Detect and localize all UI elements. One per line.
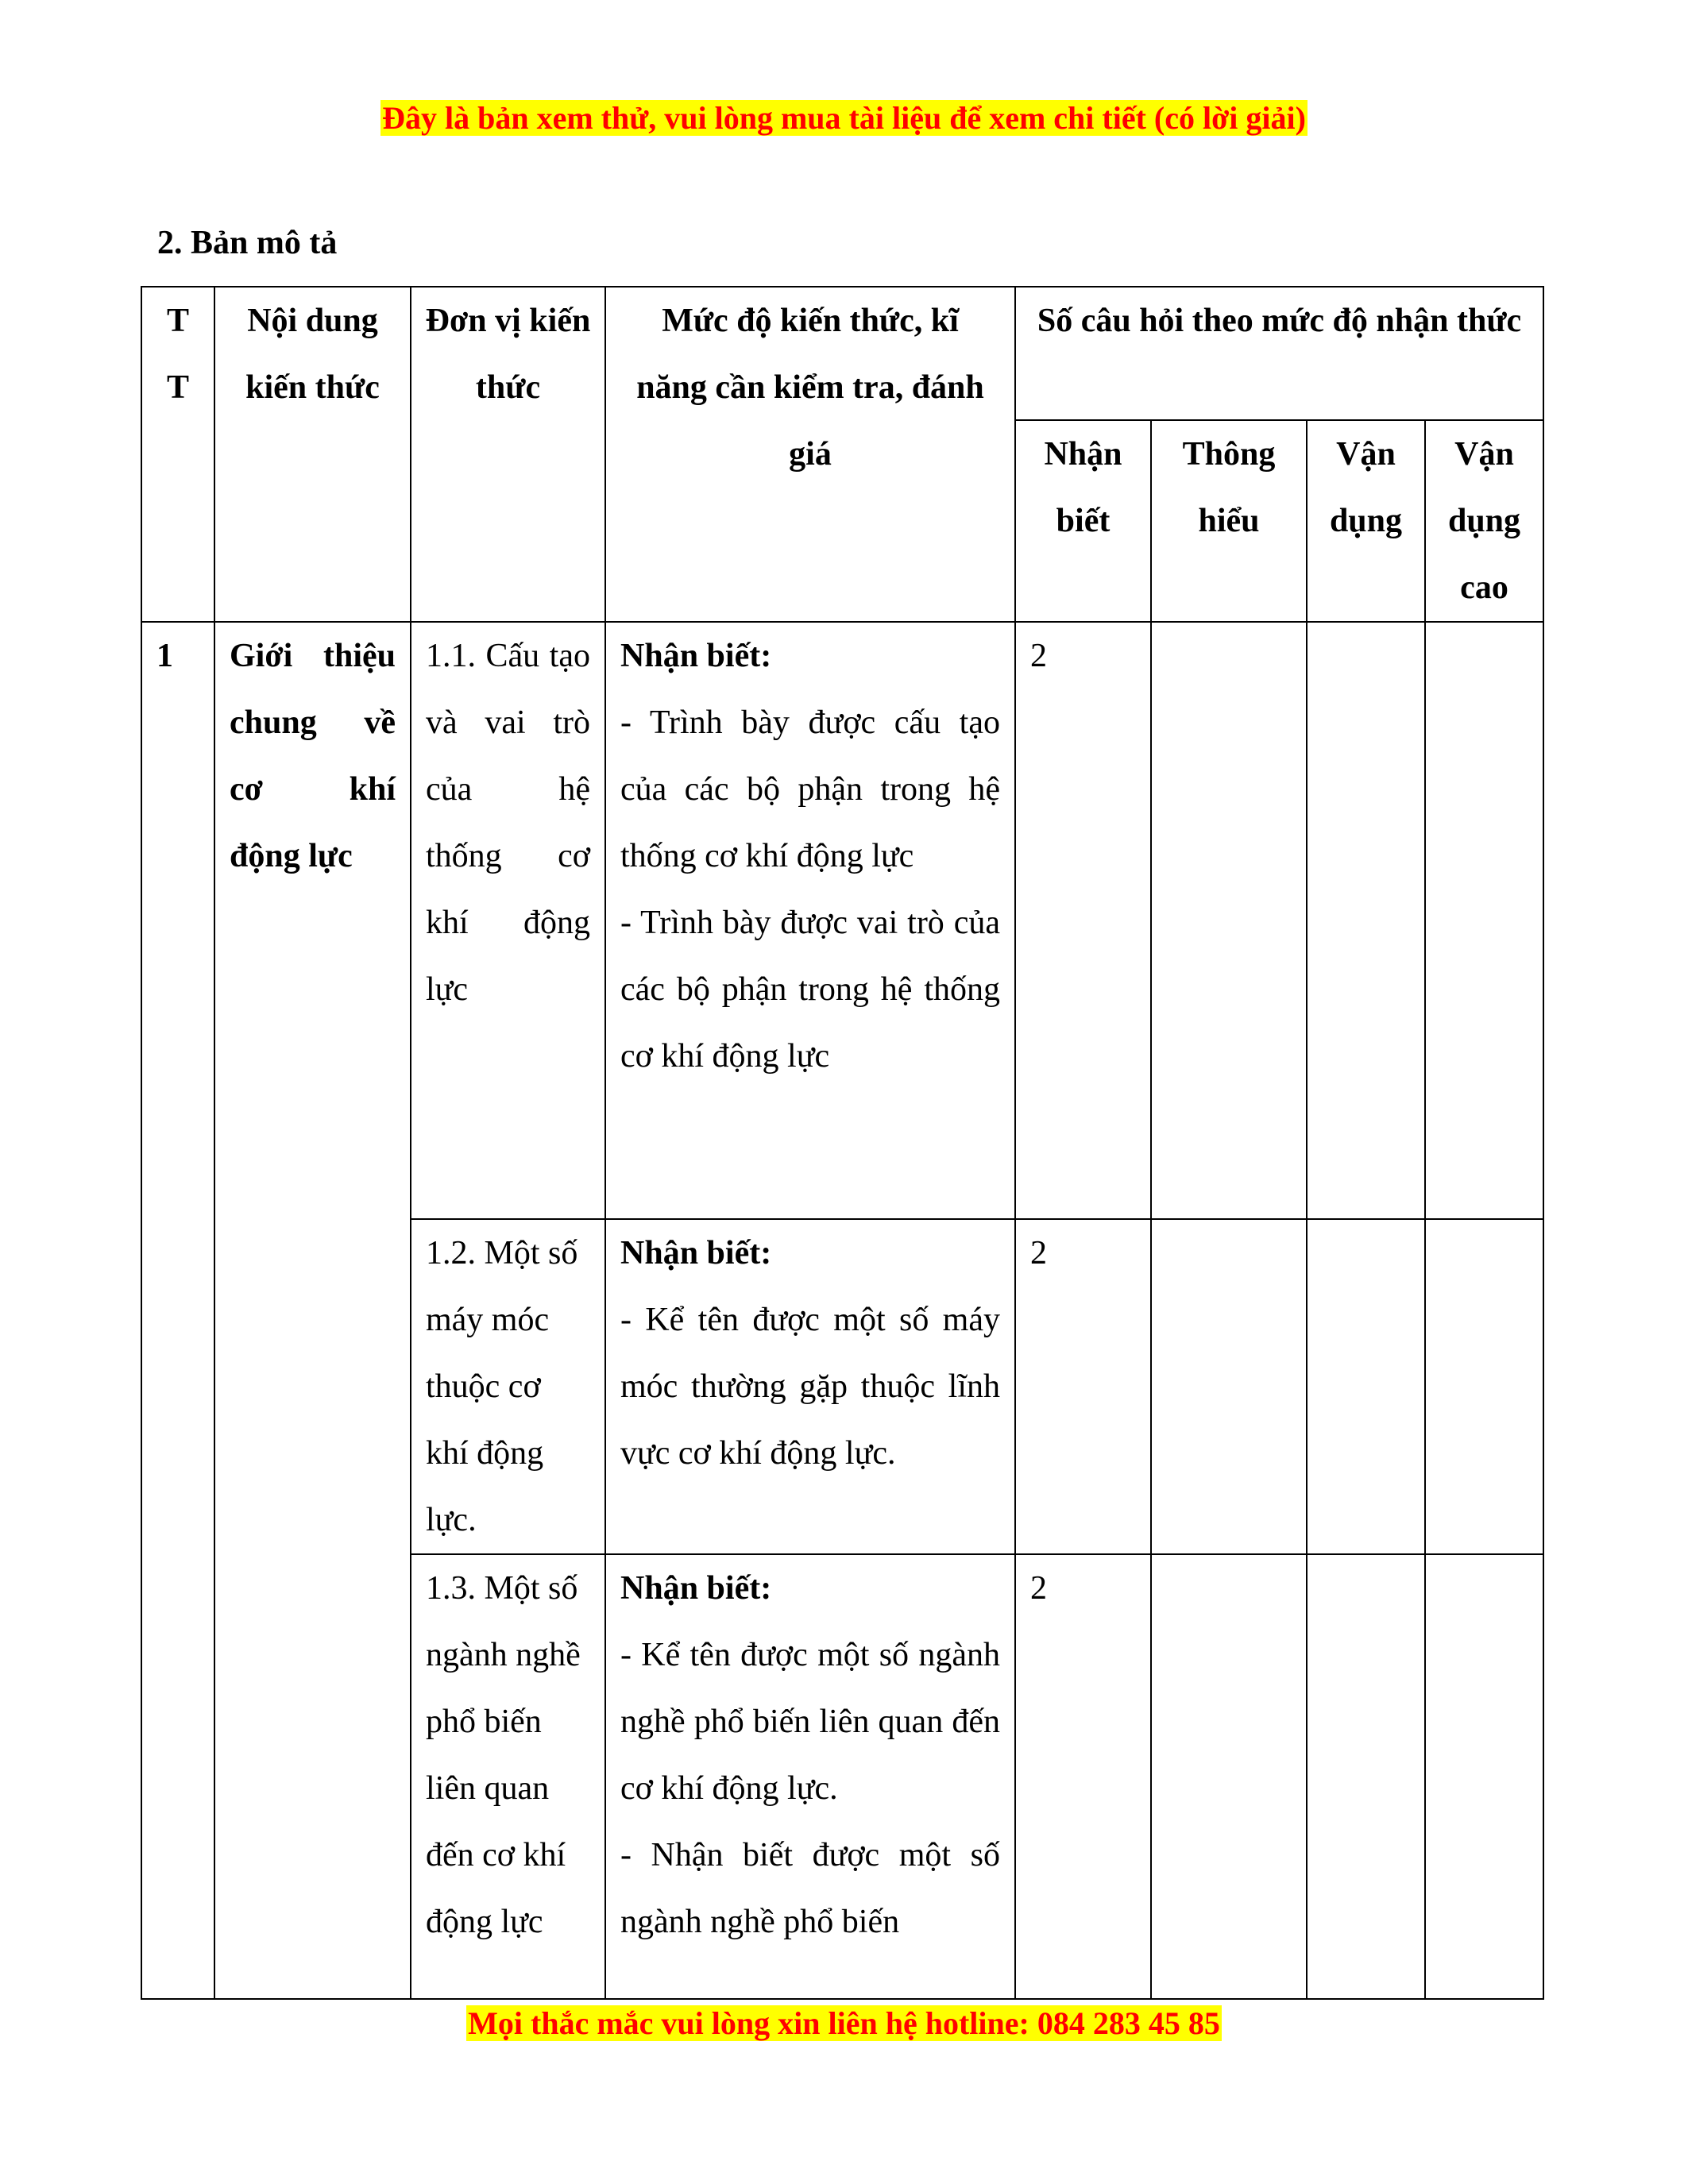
content-topic: Giới thiệu chung về cơ khí động lực xyxy=(214,622,411,1999)
level-cell xyxy=(605,1219,1015,1554)
count-apply xyxy=(1307,622,1425,1219)
level-item: - Trình bày được cấu tạo của các bộ phận trong hệ thống cơ khí động lực xyxy=(620,704,1000,874)
count-understand xyxy=(1151,622,1307,1219)
count-apply xyxy=(1307,1219,1425,1554)
header-content: Nội dung kiến thức xyxy=(214,287,411,622)
level-item: - Kể tên được một số máy móc thường gặp thuộc lĩnh vực cơ khí động lực. xyxy=(620,1302,1000,1472)
level-title: Nhận biết: xyxy=(620,1570,772,1607)
level-item: - Trình bày được vai trò của các bộ phận trong hệ thống cơ khí động lực xyxy=(620,905,1000,1075)
header-apply: Vận dụng xyxy=(1307,420,1425,622)
unit-text: 1.3. Một số ngành nghề phổ biến liên quan đến cơ khí động lực xyxy=(426,1570,581,1940)
unit-cell: 1.2. Một số máy móc thuộc cơ khí động lực. xyxy=(411,1219,605,1554)
preview-notice-banner xyxy=(0,99,1688,137)
preview-notice-text: Đây là bản xem thử, vui lòng mua tài liệu để xem chi tiết (có lời giải) xyxy=(382,100,1306,136)
count-understand xyxy=(1151,1219,1307,1554)
row-number: 1 xyxy=(141,622,214,1999)
section-heading: 2. Bản mô tả xyxy=(157,225,338,261)
level-title: Nhận biết: xyxy=(620,1235,772,1271)
level-cell xyxy=(605,622,1015,1219)
count-understand xyxy=(1151,1554,1307,1999)
header-unit: Đơn vị kiến thức xyxy=(411,287,605,622)
count-apply-high xyxy=(1425,1554,1543,1999)
count-recognize: 2 xyxy=(1015,622,1151,1219)
count-recognize: 2 xyxy=(1015,1554,1151,1999)
hotline-banner xyxy=(0,2005,1688,2043)
unit-cell xyxy=(411,1554,605,1999)
level-cell xyxy=(605,1554,1015,1999)
count-apply xyxy=(1307,1554,1425,1999)
header-tt: T T xyxy=(141,287,214,622)
level-item: - Nhận biết được một số ngành nghề phổ biến xyxy=(620,1837,1000,1940)
hotline-text: Mọi thắc mắc vui lòng xin liên hệ hotline: 084 283 45 85 xyxy=(468,2005,1220,2041)
level-title: Nhận biết: xyxy=(620,638,772,674)
header-level: Mức độ kiến thức, kĩ năng cần kiểm tra, đánh giá xyxy=(605,287,1015,622)
header-recognize: Nhận biết xyxy=(1015,420,1151,622)
table-row xyxy=(141,622,1543,1219)
level-item: - Kể tên được một số ngành nghề phổ biến liên quan đến cơ khí động lực. xyxy=(620,1637,1000,1807)
header-count-group: Số câu hỏi theo mức độ nhận thức xyxy=(1015,287,1543,420)
specification-table xyxy=(141,286,1544,2000)
count-recognize: 2 xyxy=(1015,1219,1151,1554)
count-apply-high xyxy=(1425,622,1543,1219)
header-understand: Thông hiểu xyxy=(1151,420,1307,622)
unit-cell: 1.1. Cấu tạo và vai trò của hệ thống cơ khí động lực xyxy=(411,622,605,1219)
count-apply-high xyxy=(1425,1219,1543,1554)
header-apply-high: Vận dụng cao xyxy=(1425,420,1543,622)
